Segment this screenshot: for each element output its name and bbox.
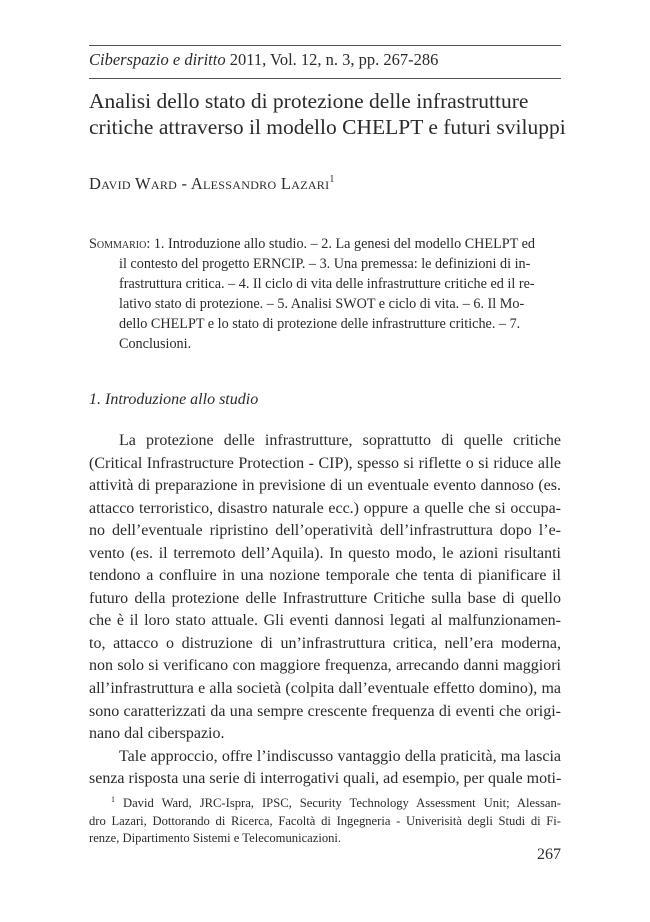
body-line: all’infrastruttura e alla società (colpita dall’eventuale effetto domino), ma	[89, 680, 561, 698]
title-line: Analisi dello stato di protezione delle infrastrutture	[89, 89, 529, 113]
journal-name: Ciberspazio e diritto	[89, 50, 226, 69]
journal-citation: 2011, Vol. 12, n. 3, pp. 267-286	[225, 50, 439, 69]
page-number: 267	[537, 846, 561, 863]
summary-line: il contesto del progetto ERNCIP. – 3. Una premessa: le definizioni di in-	[119, 256, 531, 272]
body-line: attacco terroristico, disastro naturale ecc.) oppure a quelle che si occupa-	[89, 499, 561, 517]
summary-line: Conclusioni.	[119, 336, 192, 352]
summary-line: frastruttura critica. – 4. Il ciclo di vita delle infrastrutture critiche ed il re-	[119, 276, 535, 292]
summary	[89, 234, 561, 354]
summary-text: 1. Introduzione allo studio. – 2. La genesi del modello CHELPT ed	[150, 236, 535, 252]
header-rule-top	[89, 45, 561, 46]
body-line: tendono a confluire in una nozione temporale che tenta di pianificare il	[89, 567, 561, 585]
title-line: critiche attraverso il modello CHELPT e futuri sviluppi	[89, 115, 566, 139]
journal-header	[89, 50, 438, 70]
summary-lead: Sommario:	[89, 236, 151, 252]
footnote-marker: 1	[111, 795, 115, 804]
author-names: David Ward - Alessandro Lazari	[89, 174, 330, 193]
summary-line: lativo stato di protezione. – 5. Analisi SWOT e ciclo di vita. – 6. Il Mo-	[119, 296, 525, 312]
footnote-text: David Ward, JRC-Ispra, IPSC, Security Technology Assessment Unit; Alessan-	[123, 796, 561, 810]
body-line: vento (es. il terremoto dell’Aquila). In questo modo, le azioni risultanti	[89, 544, 561, 562]
body-line: sono caratterizzati da una sempre crescente frequenza di eventi che origi-	[89, 702, 561, 720]
footnote	[89, 791, 561, 848]
footnote-line	[89, 791, 561, 813]
body-line: Tale approccio, offre l’indiscusso vantaggio della praticità, ma lascia	[119, 747, 561, 765]
body-line: attività di preparazione in previsione di un eventuale evento dannoso (es.	[89, 477, 561, 495]
header-rule-bottom	[89, 78, 561, 79]
body-line: non solo si verificano con maggiore frequenza, arrecando danni maggiori	[89, 657, 561, 675]
body-line: to, attacco o distruzione di un’infrastruttura critica, nell’era moderna,	[89, 634, 561, 652]
authors	[89, 174, 335, 194]
footnote-line: renze, Dipartimento Sistemi e Telecomunicazioni.	[89, 831, 342, 845]
body-line: nano dal ciberspazio.	[89, 725, 225, 743]
body-line: (Critical Infrastructure Protection - CIP), spesso si riflette o si riduce alle	[89, 454, 561, 472]
footnote-line: dro Lazari, Dottorando di Ricerca, Facoltà di Ingegneria - Univerisità degli Studi di Fi-	[89, 813, 561, 828]
summary-line: dello CHELPT e lo stato di protezione delle infrastrutture critiche. – 7.	[119, 316, 521, 332]
body-line: futuro della protezione delle Infrastrutture Critiche sulla base di quello	[89, 589, 561, 607]
body-line: La protezione delle infrastrutture, soprattutto di quelle critiche	[119, 432, 561, 449]
author-footnote-marker: 1	[329, 174, 335, 185]
body-line: senza risposta una serie di interrogativi quali, ad esempio, per quale moti-	[89, 770, 562, 788]
section-heading: 1. Introduzione allo studio	[89, 391, 259, 408]
body-line: no dell’eventuale ripristino dell’operatività dell’infrastruttura dopo l’e-	[89, 522, 561, 540]
article-title	[89, 88, 569, 140]
summary-line	[89, 234, 561, 254]
body-line: che è il loro stato attuale. Gli eventi dannosi legati al malfunzionamen-	[89, 612, 561, 630]
body-text	[89, 430, 561, 791]
